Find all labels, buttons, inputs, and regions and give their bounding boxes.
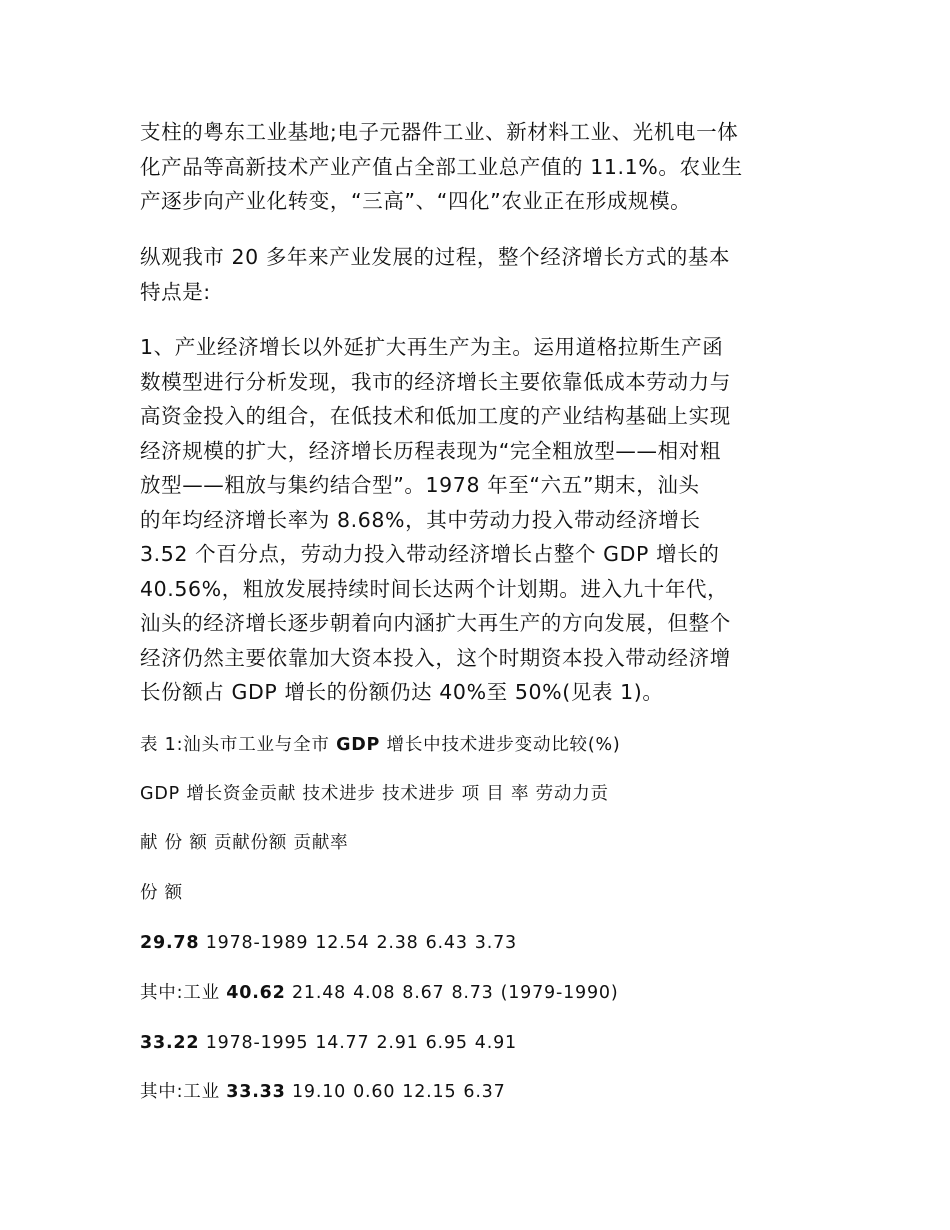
table-cell-gdp-growth: 29.78 [140,933,200,953]
text-line: 长份额占 GDP 增长的份额仍达 40%至 50%(见表 1)。 [140,680,664,704]
text-line: 汕头的经济增长逐步朝着向内涵扩大再生产的方向发展，但整个 [140,611,731,635]
text-line: 纵观我市 20 多年来产业发展的过程，整个经济增长方式的基本 [140,245,731,269]
table-cell: 1978-1995 [205,1033,309,1053]
text-line: 3.52 个百分点，劳动力投入带动经济增长占整个 GDP 增长的 [140,542,720,566]
table-cell: 12.54 [315,933,370,953]
table-cell: 6.43 [425,933,468,953]
paragraph-growth-mode [140,330,812,710]
text-line: 特点是: [140,279,211,304]
caption-text: 表 1:汕头市工业与全市 [140,735,337,755]
table-row [140,1080,513,1104]
paragraph-overview [140,240,812,309]
table-row-label: 其中:工业 [140,983,227,1003]
table-cell: 4.91 [474,1033,517,1053]
table-header-line: 份 额 [140,883,183,903]
text-line: 高资金投入的组合，在低技术和低加工度的产业结构基础上实现 [140,404,731,428]
table-cell-gdp-growth: 40.62 [226,983,286,1003]
caption-gdp: GDP [336,735,381,755]
table-cell-gdp-growth: 33.22 [140,1033,200,1053]
table-cell: 12.15 [402,1082,457,1102]
text-line: 40.56%，粗放发展持续时间长达两个计划期。进入九十年代， [140,576,729,601]
table-row [140,1031,524,1055]
table-cell: 8.73 [451,983,494,1003]
table-cell: 14.77 [315,1033,370,1053]
table-cell: 1978-1989 [205,933,309,953]
text-line: 数模型进行分析发现，我市的经济增长主要依靠低成本劳动力与 [140,369,731,394]
table-caption [140,733,621,757]
table-cell: 19.10 [292,1082,347,1102]
table-cell: 2.91 [376,1033,419,1053]
table-cell: 3.73 [474,933,517,953]
table-row [140,981,625,1005]
table-cell-period: (1979-1990) [500,983,619,1003]
table-cell: 6.37 [463,1082,506,1102]
table-cell: 2.38 [376,933,419,953]
table-cell-gdp-growth: 33.33 [226,1082,286,1102]
text-line: 经济规模的扩大，经济增长历程表现为“完全粗放型——相对粗 [140,438,721,463]
text-line: 经济仍然主要依靠加大资本投入，这个时期资本投入带动经济增 [140,645,731,670]
table-cell: 0.60 [353,1082,396,1102]
text-line: 产逐步向产业化转变，“三高”、“四化”农业正在形成规模。 [140,189,692,213]
table-header-line: 献 份 额 贡献份额 贡献率 [140,833,349,853]
text-line: 支柱的粤东工业基地;电子元器件工业、新材料工业、光机电一体 [140,120,739,144]
table-row [140,931,524,955]
table-cell: 6.95 [425,1033,468,1053]
text-line: 的年均经济增长率为 8.68%，其中劳动力投入带动经济增长 [140,507,701,532]
text-line: 1、产业经济增长以外延扩大再生产为主。运用道格拉斯生产函 [140,335,724,359]
table-cell: 8.67 [402,983,445,1003]
caption-text: 增长中技术进步变动比较(%) [380,735,621,755]
table-cell: 21.48 [292,983,347,1003]
table-row-label: 其中:工业 [140,1082,227,1102]
paragraph-industrial-base [140,115,812,219]
table-cell: 4.08 [353,983,396,1003]
table-header-line: GDP 增长资金贡献 技术进步 技术进步 项 目 率 劳动力贡 [140,784,609,804]
text-line: 化产品等高新技术产业产值占全部工业总产值的 11.1%。农业生 [140,154,743,179]
text-line: 放型——粗放与集约结合型”。1978 年至“六五”期末，汕头 [140,473,700,497]
